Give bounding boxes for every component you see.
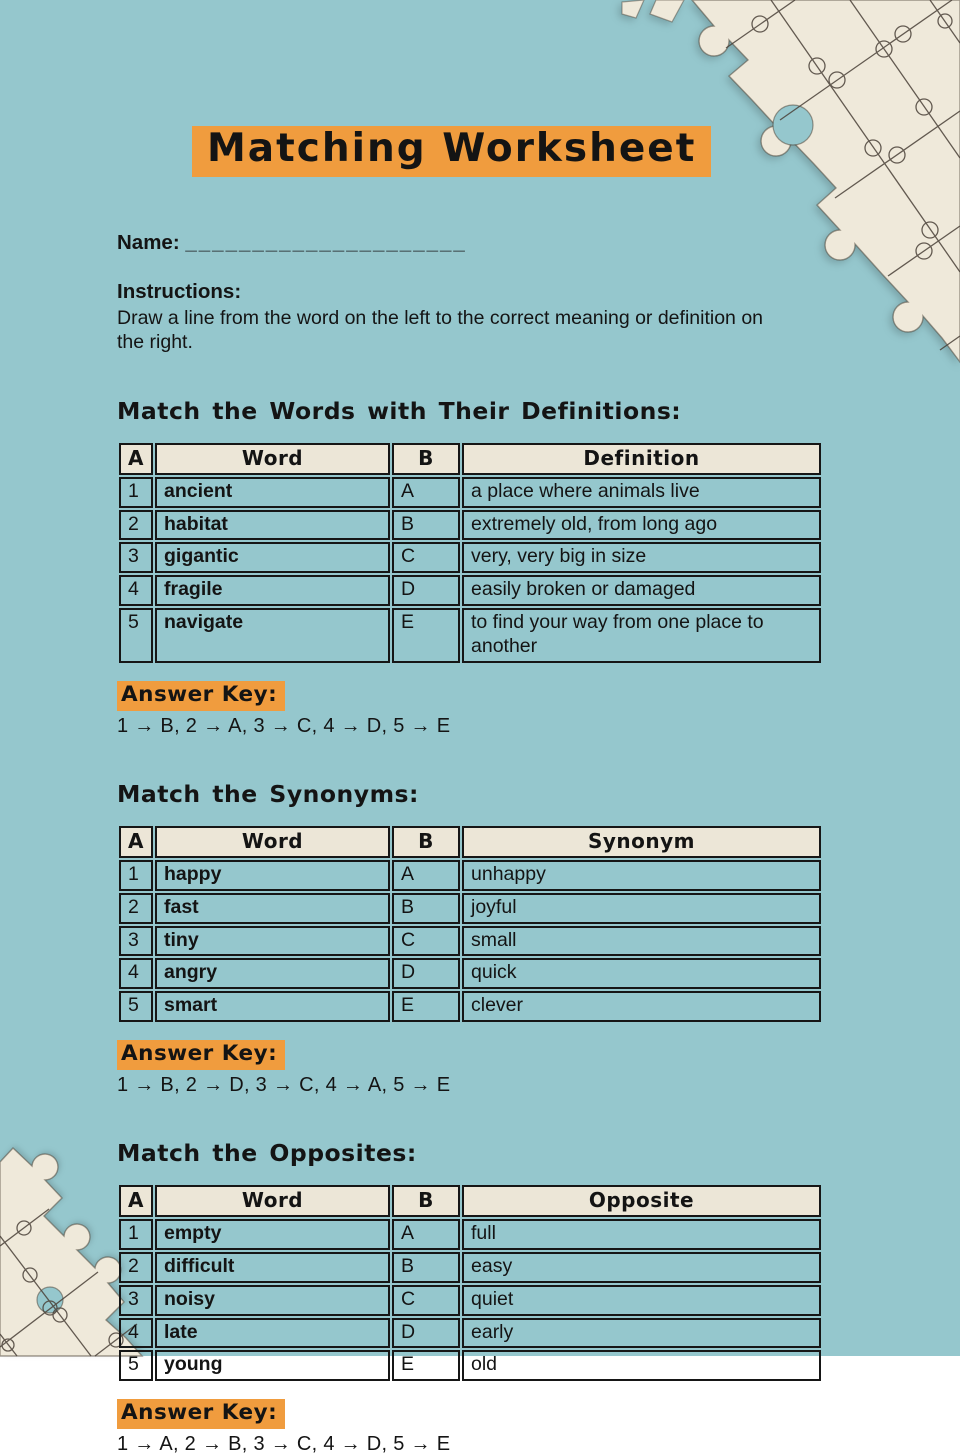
- row-match: a place where animals live: [462, 477, 821, 508]
- table-row: [119, 1350, 821, 1381]
- section-heading: Match the Opposites:: [117, 1138, 417, 1167]
- row-letter: D: [392, 1318, 460, 1349]
- row-letter: B: [392, 510, 460, 541]
- row-word: young: [155, 1350, 390, 1381]
- answer-key-block: [117, 681, 823, 738]
- sections-container: [117, 397, 823, 1456]
- match-section: [117, 780, 823, 1097]
- answer-key-values: 1 → B, 2 → D, 3 → C, 4 → A, 5 → E: [117, 1073, 451, 1096]
- table-row: [119, 991, 821, 1022]
- row-match: unhappy: [462, 860, 821, 891]
- column-header-a: A: [119, 826, 153, 858]
- row-word: happy: [155, 860, 390, 891]
- row-number: 2: [119, 893, 153, 924]
- row-match: old: [462, 1350, 821, 1381]
- row-letter: C: [392, 926, 460, 957]
- table-row: [119, 860, 821, 891]
- row-number: 1: [119, 860, 153, 891]
- answer-key-block: [117, 1399, 823, 1456]
- row-word: empty: [155, 1219, 390, 1250]
- match-section: [117, 1139, 823, 1456]
- column-header-match: Opposite: [462, 1185, 821, 1217]
- row-number: 5: [119, 1350, 153, 1381]
- table-row: [119, 1285, 821, 1316]
- row-letter: A: [392, 1219, 460, 1250]
- row-number: 1: [119, 1219, 153, 1250]
- match-table: [117, 441, 823, 665]
- instructions-text: Draw a line from the word on the left to the correct meaning or definition on the right.: [117, 307, 764, 354]
- section-heading: Match the Synonyms:: [117, 779, 419, 808]
- table-row: [119, 575, 821, 606]
- column-header-word: Word: [155, 443, 390, 475]
- answer-key-block: [117, 1040, 823, 1097]
- row-match: joyful: [462, 893, 821, 924]
- page-title: Matching Worksheet: [192, 126, 711, 177]
- table-row: [119, 542, 821, 573]
- row-number: 5: [119, 991, 153, 1022]
- row-number: 4: [119, 575, 153, 606]
- row-letter: E: [392, 1350, 460, 1381]
- row-word: angry: [155, 958, 390, 989]
- row-match: very, very big in size: [462, 542, 821, 573]
- table-header-row: [119, 826, 821, 858]
- table-row: [119, 510, 821, 541]
- section-heading: Match the Words with Their Definitions:: [117, 396, 682, 425]
- column-header-b: B: [392, 1185, 460, 1217]
- column-header-match: Synonym: [462, 826, 821, 858]
- table-header-row: [119, 1185, 821, 1217]
- row-match: to find your way from one place to another: [462, 608, 821, 663]
- match-section: [117, 397, 823, 738]
- table-row: [119, 608, 821, 663]
- row-match: early: [462, 1318, 821, 1349]
- name-row: [117, 231, 823, 255]
- row-match: clever: [462, 991, 821, 1022]
- row-match: full: [462, 1219, 821, 1250]
- row-number: 5: [119, 608, 153, 663]
- table-row: [119, 893, 821, 924]
- row-match: extremely old, from long ago: [462, 510, 821, 541]
- row-number: 3: [119, 1285, 153, 1316]
- row-letter: B: [392, 893, 460, 924]
- answer-key-label: Answer Key:: [117, 1040, 285, 1070]
- table-row: [119, 1219, 821, 1250]
- row-number: 4: [119, 1318, 153, 1349]
- table-row: [119, 1318, 821, 1349]
- row-match: quick: [462, 958, 821, 989]
- column-header-match: Definition: [462, 443, 821, 475]
- name-label: Name:: [117, 231, 180, 255]
- row-number: 3: [119, 542, 153, 573]
- column-header-a: A: [119, 1185, 153, 1217]
- row-letter: D: [392, 958, 460, 989]
- row-number: 3: [119, 926, 153, 957]
- row-letter: C: [392, 1285, 460, 1316]
- row-word: habitat: [155, 510, 390, 541]
- row-word: noisy: [155, 1285, 390, 1316]
- table-row: [119, 477, 821, 508]
- row-number: 4: [119, 958, 153, 989]
- match-table: [117, 824, 823, 1024]
- row-word: fragile: [155, 575, 390, 606]
- column-header-a: A: [119, 443, 153, 475]
- answer-key-values: 1 → B, 2 → A, 3 → C, 4 → D, 5 → E: [117, 714, 451, 737]
- row-match: quiet: [462, 1285, 821, 1316]
- column-header-word: Word: [155, 826, 390, 858]
- row-match: easy: [462, 1252, 821, 1283]
- row-match: small: [462, 926, 821, 957]
- row-letter: A: [392, 477, 460, 508]
- column-header-word: Word: [155, 1185, 390, 1217]
- answer-key-values: 1 → A, 2 → B, 3 → C, 4 → D, 5 → E: [117, 1433, 451, 1456]
- row-word: gigantic: [155, 542, 390, 573]
- row-number: 2: [119, 510, 153, 541]
- instructions-block: [117, 280, 823, 354]
- row-word: tiny: [155, 926, 390, 957]
- answer-key-label: Answer Key:: [117, 681, 285, 711]
- row-letter: B: [392, 1252, 460, 1283]
- row-word: navigate: [155, 608, 390, 663]
- row-word: smart: [155, 991, 390, 1022]
- instructions-label: Instructions:: [117, 280, 242, 304]
- answer-key-label: Answer Key:: [117, 1399, 285, 1429]
- table-row: [119, 1252, 821, 1283]
- table-header-row: [119, 443, 821, 475]
- row-letter: A: [392, 860, 460, 891]
- row-number: 2: [119, 1252, 153, 1283]
- row-word: late: [155, 1318, 390, 1349]
- row-letter: C: [392, 542, 460, 573]
- row-word: fast: [155, 893, 390, 924]
- row-number: 1: [119, 477, 153, 508]
- row-letter: E: [392, 991, 460, 1022]
- row-letter: D: [392, 575, 460, 606]
- row-match: easily broken or damaged: [462, 575, 821, 606]
- match-table: [117, 1183, 823, 1383]
- row-word: difficult: [155, 1252, 390, 1283]
- table-row: [119, 958, 821, 989]
- column-header-b: B: [392, 443, 460, 475]
- table-row: [119, 926, 821, 957]
- column-header-b: B: [392, 826, 460, 858]
- name-blank-line: _____________________: [185, 231, 467, 255]
- row-word: ancient: [155, 477, 390, 508]
- row-letter: E: [392, 608, 460, 663]
